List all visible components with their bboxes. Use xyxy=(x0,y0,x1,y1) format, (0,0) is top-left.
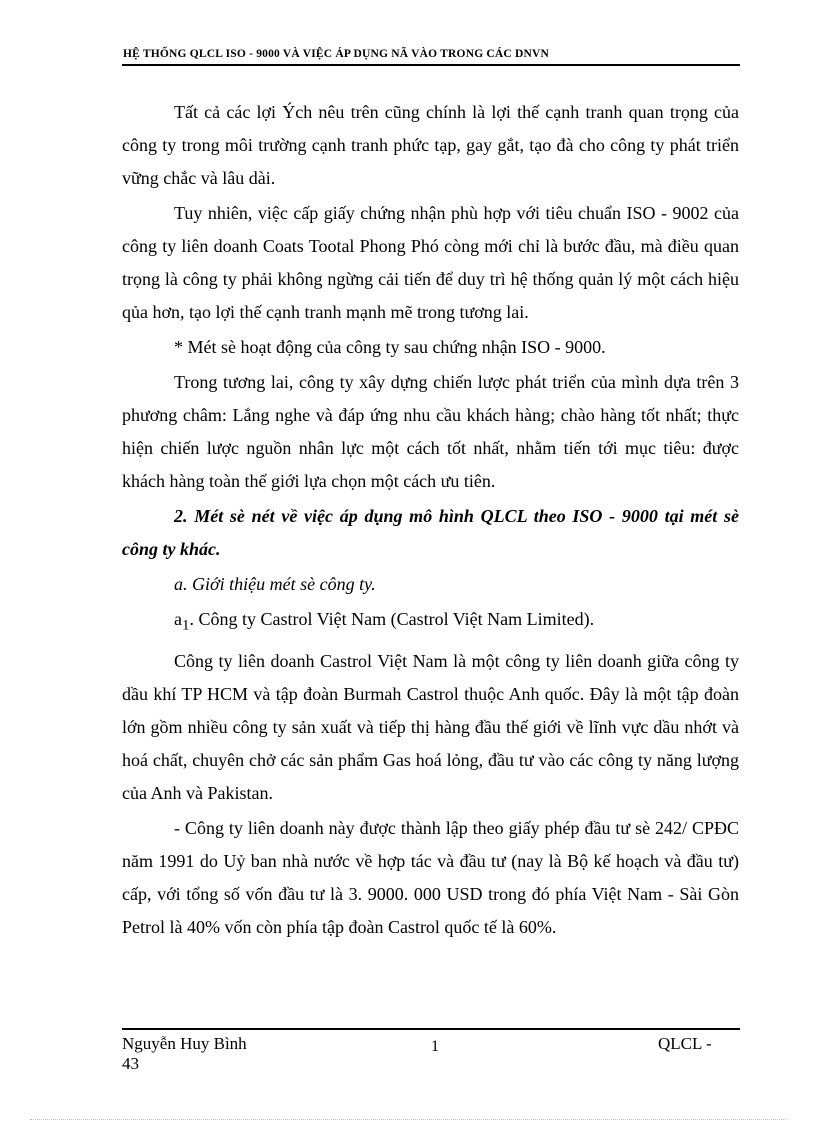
header-divider xyxy=(122,64,740,66)
page-body xyxy=(122,96,739,946)
paragraph-benefits: Tất cả các lợi Ých nêu trên cũng chính là lợi thế cạnh tranh quan trọng của công ty trong môi trường cạnh tranh phức tạp, gay gắt, tạo đà cho công ty phát triển vững chắc và lâu dài. xyxy=(122,102,739,188)
page-number: 1 xyxy=(431,1038,439,1055)
paragraph-certification: Tuy nhiên, việc cấp giấy chứng nhận phù hợp với tiêu chuẩn ISO - 9002 của công ty liên doanh Coats Tootal Phong Phó còng mới chỉ là bước đầu, mà điều quan trọng là công ty phải không ngừng cải tiến để duy trì hệ thống quản lý một cách hiệu qủa hơn, tạo lợi thế cạnh tranh mạnh mẽ trong tương lai. xyxy=(122,203,739,322)
footer-divider xyxy=(122,1028,740,1030)
paragraph-castrol-intro: Công ty liên doanh Castrol Việt Nam là một công ty liên doanh giữa công ty dầu khí TP HCM và tập đoàn Burmah Castrol thuộc Anh quốc. Đây là một tập đoàn lớn gồm nhiều công ty sản xuất và tiếp thị hàng đầu thế giới về lĩnh vực dầu nhớt và hoá chất, chuyên chở các sản phẩm Gas hoá lỏng, đầu tư vào các công ty năng lượng của Anh và Pakistan. xyxy=(122,650,739,803)
a1-text: . Công ty Castrol Việt Nam (Castrol Việt Nam Limited). xyxy=(189,609,595,629)
page-bottom-edge xyxy=(30,1119,786,1120)
running-header: HỆ THỐNG QLCL ISO - 9000 VÀ VIỆC ÁP DỤNG NÃ VÀO TRONG CÁC DNVN xyxy=(123,48,550,60)
footer-author xyxy=(122,1034,322,1074)
paragraph-strategy: Trong tương lai, công ty xây dựng chiến lược phát triển của mình dựa trên 3 phương châm: Lắng nghe và đáp ứng nhu cầu khách hàng; chào hàng tốt nhất; thực hiện chiến lược nguồn nhân lực một cách tốt nhất, nhằm tiến tới mục tiêu: được khách hàng toàn thế giới lựa chọn một cách ưu tiên. xyxy=(122,372,739,491)
section-heading-2: 2. Mét sè nét về việc áp dụng mô hình QLCL theo ISO - 9000 tại mét sè công ty khác. xyxy=(122,506,739,559)
a1-label: a xyxy=(174,609,182,629)
author-name: Nguyễn Huy Bình xyxy=(122,1034,247,1053)
subheading-a1 xyxy=(122,603,739,643)
author-number: 43 xyxy=(122,1054,139,1073)
paragraph-castrol-investment: - Công ty liên doanh này được thành lập theo giấy phép đầu tư sè 242/ CPĐC năm 1991 do Uỷ ban nhà nước về hợp tác và đầu tư (nay là Bộ kế hoạch và đầu tư) cấp, với tổng số vốn đầu tư là 3. 9000. 000 USD trong đó phía Việt Nam - Sài Gòn Petrol là 40% vốn còn phía tập đoàn Castrol quốc tế là 60%. xyxy=(122,817,739,937)
footer-course: QLCL - xyxy=(658,1034,712,1053)
paragraph-activities-note: * Mét sè hoạt động của công ty sau chứng nhận ISO - 9000. xyxy=(174,337,606,357)
subheading-a: a. Giới thiệu mét sè công ty. xyxy=(174,574,376,594)
a1-subscript: 1 xyxy=(182,617,190,634)
